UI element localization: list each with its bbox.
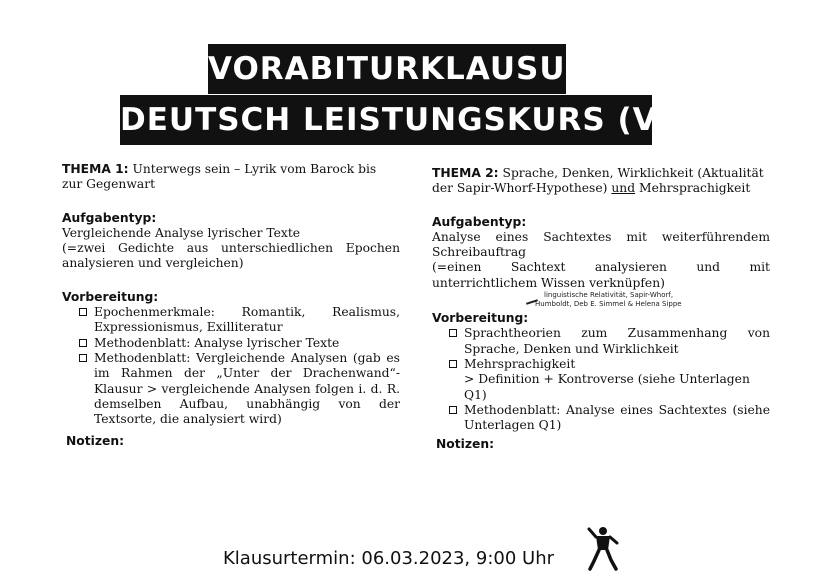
checkbox-icon[interactable]: [79, 308, 87, 316]
thema-2-und: und: [611, 181, 636, 196]
title-line-2: DEUTSCH LEISTUNGSKURS (VAT): [120, 95, 652, 145]
aufgabentyp-1-label: Aufgabentyp:: [62, 210, 157, 225]
handwritten-note-line-1: linguistische Relativität, Sapir-Whorf,: [544, 291, 674, 299]
vorbereitung-1-label: Vorbereitung:: [62, 289, 159, 304]
exam-date: Klausurtermin: 06.03.2023, 9:00 Uhr: [223, 548, 555, 569]
title-line-1: VORABITURKLAUSUR: [208, 44, 566, 94]
aufgabentyp-2-line1: Analyse eines Sachtextes mit weiterführendem Schreibauftrag: [432, 229, 770, 260]
checklist-item-text: Sprachtheorien zum Zusammenhang von Sprache, Denken und Wirklichkeit: [464, 326, 770, 356]
aufgabentyp-1-line2: (=zwei Gedichte aus unterschiedlichen Epochen analysieren und vergleichen): [62, 241, 400, 271]
checklist-item: [62, 336, 400, 351]
vorbereitung-1-list: [62, 305, 400, 427]
checkbox-icon[interactable]: [79, 354, 87, 362]
notizen-1-label: Notizen:: [66, 434, 125, 448]
checkbox-icon[interactable]: [449, 360, 457, 368]
checklist-item-text: Epochenmerkmale: Romantik, Realismus, Expressionismus, Exilliteratur: [94, 305, 400, 335]
checklist-item: [62, 351, 400, 427]
checklist-item-text: Methodenblatt: Analyse eines Sachtextes (siehe Unterlagen Q1): [464, 402, 770, 433]
dancing-figure-icon: [586, 525, 620, 571]
aufgabentyp-2-line2: (=einen Sachtext analysieren und mit unterrichtlichem Wissen verknüpfen): [432, 260, 770, 290]
thema-1-text: Unterwegs sein – Lyrik vom Barock bis zur Gegenwart: [62, 162, 377, 192]
checklist-item: [432, 357, 770, 403]
thema-2-text-post: Mehrsprachigkeit: [639, 181, 751, 196]
vorbereitung-2-label: Vorbereitung:: [432, 311, 529, 326]
vorbereitung-2-list: [432, 326, 770, 433]
aufgabentyp-2-label: Aufgabentyp:: [432, 214, 527, 229]
checklist-item-subtext: > Definition + Kontroverse (siehe Unterlagen Q1): [464, 372, 750, 402]
checkbox-icon[interactable]: [449, 329, 457, 337]
checklist-item-text: Methodenblatt: Vergleichende Analysen (gab es im Rahmen der „Unter der Drachenwand“-Klausur > vergleichende Analysen folgen i. d. R. demselben Aufbau, unabhängig von der Textsorte, die analysiert wird): [94, 350, 400, 427]
checklist-item-text: Mehrsprachigkeit: [464, 356, 576, 371]
handwritten-note-line-2: Humboldt, Deb E. Simmel & Helena Sippe: [535, 300, 682, 308]
checkbox-icon[interactable]: [79, 339, 87, 347]
thema-2-heading: [432, 166, 770, 197]
checklist-item-text: Methodenblatt: Analyse lyrischer Texte: [94, 335, 340, 350]
checklist-item: [62, 305, 400, 336]
notizen-2-label: Notizen:: [436, 437, 495, 451]
aufgabentyp-1-line1: Vergleichende Analyse lyrischer Texte: [62, 225, 301, 240]
thema-1-heading: [62, 162, 400, 193]
thema-1-column: [62, 162, 400, 427]
checkbox-icon[interactable]: [449, 406, 457, 414]
thema-2-text: Sprache, Denken, Wirklichkeit (Aktualität der Sapir-Whorf-Hypothese): [432, 166, 764, 196]
thema-2-label: THEMA 2:: [432, 166, 499, 180]
checklist-item: [432, 403, 770, 434]
checklist-item: [432, 326, 770, 357]
thema-1-label: THEMA 1:: [62, 162, 129, 176]
